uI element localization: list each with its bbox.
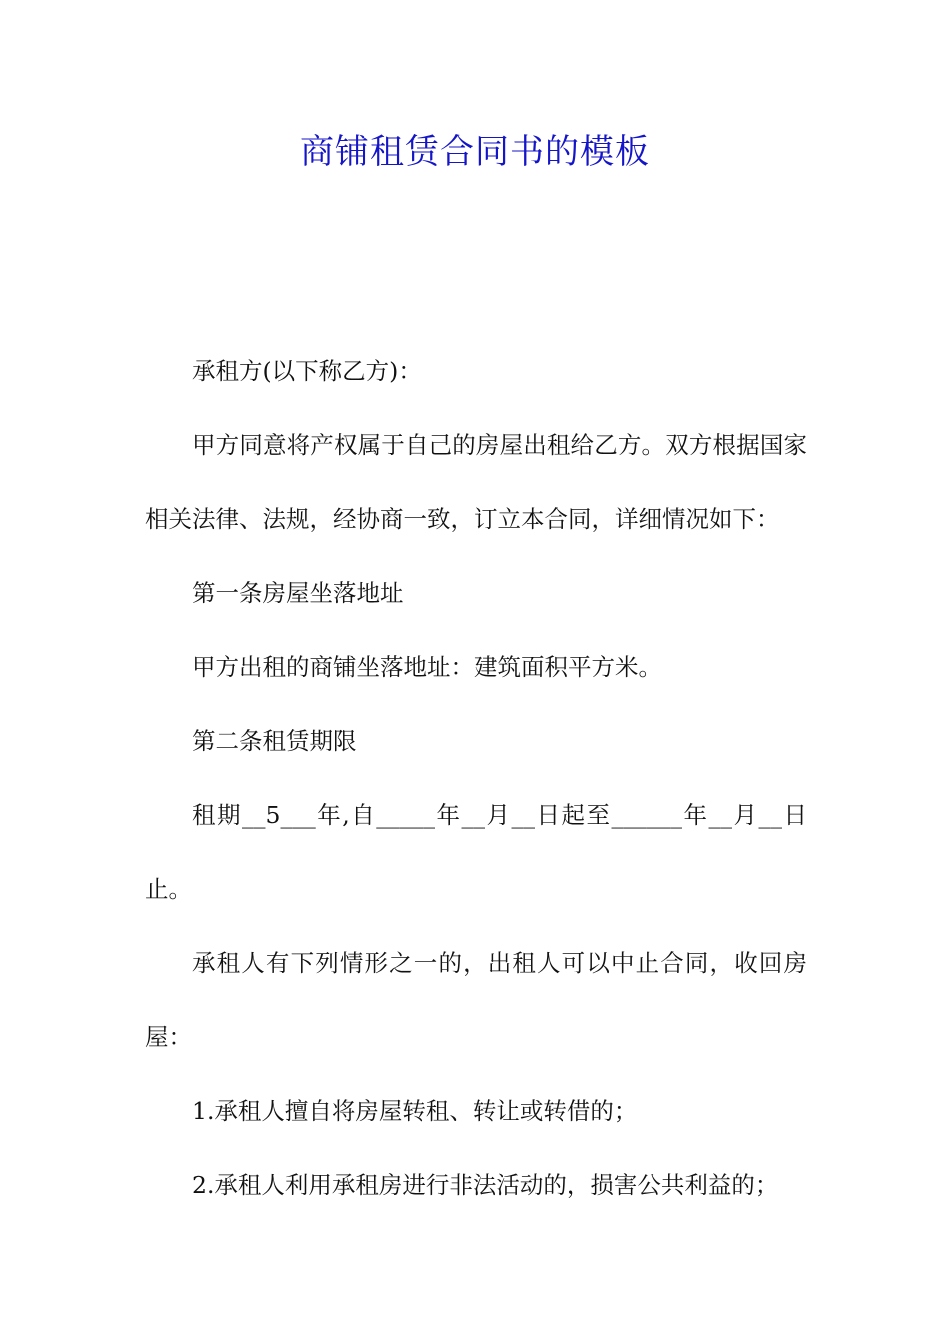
paragraph-condition-2: 2.承租人利用承租房进行非法活动的，损害公共利益的； bbox=[192, 1171, 779, 1199]
paragraph-termination-conditions: 承租人有下列情形之一的，出租人可以中止合同，收回房屋： bbox=[145, 949, 807, 1051]
paragraph-lessee: 承租方(以下称乙方)： bbox=[192, 357, 422, 385]
paragraph-address: 甲方出租的商铺坐落地址：建筑面积平方米。 bbox=[192, 653, 662, 681]
paragraph-article-1-heading: 第一条房屋坐落地址 bbox=[192, 579, 404, 607]
paragraph-article-2-heading: 第二条租赁期限 bbox=[192, 727, 357, 755]
document-title: 商铺租赁合同书的模板 bbox=[300, 132, 650, 172]
paragraph-condition-1: 1.承租人擅自将房屋转租、转让或转借的； bbox=[192, 1097, 638, 1125]
document-body bbox=[145, 334, 807, 1222]
paragraph-lease-term: 租期__5___年,自_____年__月__日起至______年__月__日止。 bbox=[145, 801, 807, 903]
paragraph-agreement: 甲方同意将产权属于自己的房屋出租给乙方。双方根据国家相关法律、法规，经协商一致，订立本合同，详细情况如下： bbox=[145, 431, 807, 533]
